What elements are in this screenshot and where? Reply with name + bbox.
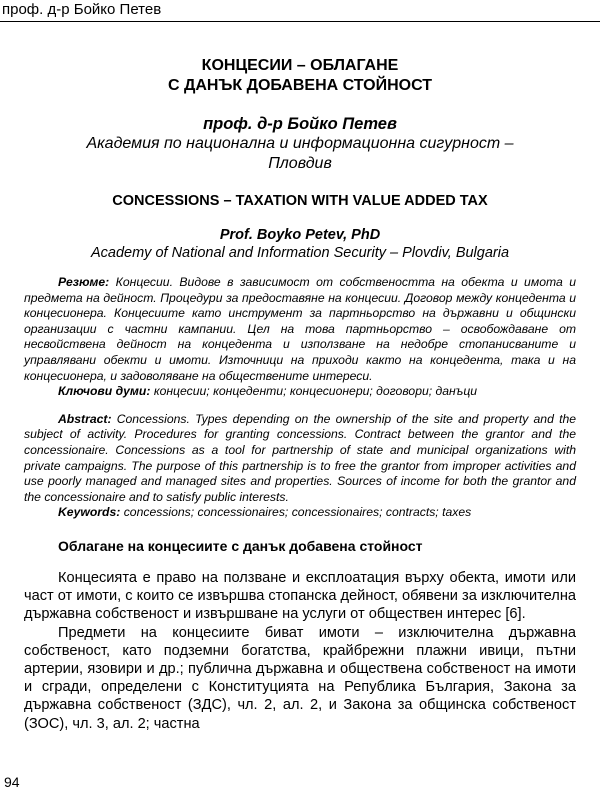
keywords-bg (24, 384, 576, 400)
title-en: CONCESSIONS – TAXATION WITH VALUE ADDED TAX (112, 193, 488, 209)
abstract-en (24, 412, 576, 506)
abstract-en-label: Abstract: (58, 411, 112, 426)
affiliation-bg-line2: Пловдив (268, 155, 332, 172)
keywords-bg-label: Ключови думи: (58, 384, 151, 399)
affiliation-bg-line1: Академия по национална и информационна сигурност – (86, 135, 514, 152)
running-header-author: проф. д-р Бойко Петев (2, 1, 162, 18)
abstract-bg (24, 275, 576, 384)
affiliation-en: Academy of National and Information Security – Plovdiv, Bulgaria (90, 245, 510, 261)
page-content (24, 56, 576, 733)
keywords-en-text: concessions; concessionaires; concessionaires; contracts; taxes (123, 505, 472, 520)
page-number: 94 (4, 774, 20, 790)
title-bg-line1: КОНЦЕСИИ – ОБЛАГАНЕ (201, 57, 399, 74)
keywords-en-label: Keywords: (58, 505, 121, 520)
abstract-bg-label: Резюме: (58, 275, 110, 289)
running-header (0, 0, 600, 22)
body-paragraph-1: Концесията е право на ползване и експлоатация върху обекта, имоти или част от имоти, с които се извършва стопанска дейност, обявени за изключителна държавна собственост и извършване на услуги от обществен интерес [6]. (24, 569, 576, 623)
keywords-bg-text: концесии; концеденти; концесионери; договори; данъци (153, 384, 478, 399)
author-bg: проф. д-р Бойко Петев (203, 115, 397, 133)
abstract-bg-text: Концесии. Видове в зависимост от собствеността на обекта и имота и предмета на дейност. Процедури за предоставяне на концесии. Договор между концедента и концесионера. Концесиите като инструмент за партньорство на държавни и общински организации с частни кампании. Цел на това партньорство – освобождаване от несвойствена дейност на концедента и използване на недобре стопанисваните и управлявани обекти и имоти. Източници на приходи както на концедента, така и на концесионера, и задоволяване на обществените интереси. (24, 275, 576, 383)
section-heading: Облагане на концесиите с данък добавена стойност (58, 537, 423, 554)
body-paragraph-2: Предмети на концесиите биват имоти – изключителна държавна собственост, като подземни богатства, крайбрежни плажни ивици, пътни артерии, язовири и др.; публична държавна и обществена собственост на имоти и сгради, определени с Конституцията на Република България, Закона за държавна собственост (ЗДС), чл. 2, ал. 2, и Закона за общинска собственост (ЗОС), чл. 3, ал. 2; частна (24, 624, 576, 732)
abstract-en-text: Concessions. Types depending on the ownership of the site and property and the subject of activity. Procedures for granting concessions. Contract between the grantor and the concessionaire. Concessions as a tool for partnership of state and municipal organizations with private campaigns. The purpose of this partnership is to free the grantor from improper activities and use poorly managed and managed sites and properties. Sources of income for both the grantor and the concessionaire and to satisfy public interests. (24, 411, 577, 504)
title-bg-line2: С ДАНЪК ДОБАВЕНА СТОЙНОСТ (167, 77, 433, 94)
author-en: Prof. Boyko Petev, PhD (219, 227, 381, 243)
keywords-en (24, 505, 576, 521)
